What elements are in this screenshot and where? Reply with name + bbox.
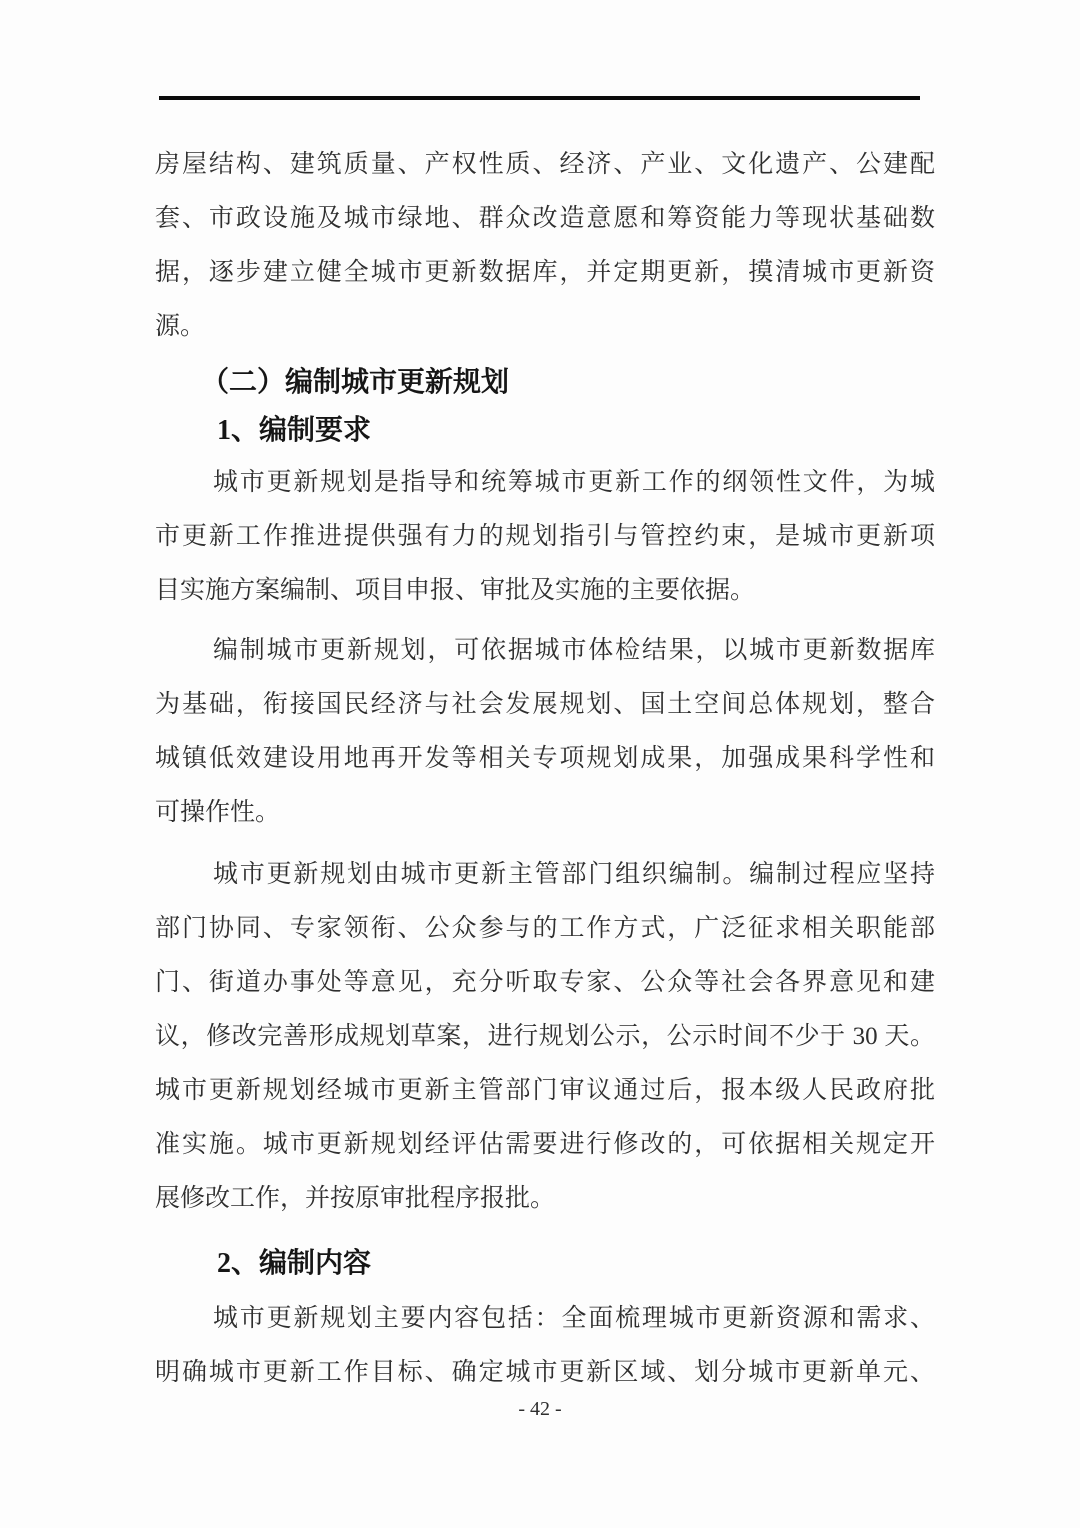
- text-line: 部门协同、专家领衔、公众参与的工作方式，广泛征求相关职能部: [155, 915, 935, 942]
- paragraph: [155, 138, 935, 354]
- text-line: 套、市政设施及城市绿地、群众改造意愿和筹资能力等现状基础数: [155, 205, 935, 232]
- subsection-heading-2: 2、编制内容: [217, 1248, 372, 1279]
- text-line: 目实施方案编制、项目申报、审批及实施的主要依据。: [155, 577, 756, 604]
- page-number: - 42 -: [518, 1398, 562, 1420]
- text-line: 准实施。城市更新规划经评估需要进行修改的，可依据相关规定开: [155, 1131, 935, 1158]
- section-heading: （二）编制城市更新规划: [201, 367, 510, 398]
- text-line: 议，修改完善形成规划草案，进行规划公示，公示时间不少于 30 天。: [155, 1023, 935, 1050]
- text-line: 编制城市更新规划，可依据城市体检结果，以城市更新数据库: [213, 637, 935, 664]
- text-line: 源。: [155, 313, 206, 340]
- text-line: 为基础，衔接国民经济与社会发展规划、国土空间总体规划，整合: [155, 691, 935, 718]
- paragraph: [155, 456, 935, 618]
- text-line: 展修改工作，并按原审批程序报批。: [155, 1185, 556, 1212]
- text-line: 城市更新规划经城市更新主管部门审议通过后，报本级人民政府批: [155, 1077, 935, 1104]
- text-line: 城镇低效建设用地再开发等相关专项规划成果，加强成果科学性和: [155, 745, 935, 772]
- paragraph: [155, 848, 935, 1226]
- text-line: 据，逐步建立健全城市更新数据库，并定期更新，摸清城市更新资: [155, 259, 935, 286]
- text-line: 城市更新规划主要内容包括：全面梳理城市更新资源和需求、: [213, 1305, 935, 1332]
- subsection-heading-1: 1、编制要求: [217, 415, 372, 446]
- text-line: 市更新工作推进提供强有力的规划指引与管控约束，是城市更新项: [155, 523, 935, 550]
- text-line: 可操作性。: [155, 799, 281, 826]
- text-line: 房屋结构、建筑质量、产权性质、经济、产业、文化遗产、公建配: [155, 151, 935, 178]
- text-line: 城市更新规划是指导和统筹城市更新工作的纲领性文件，为城: [213, 469, 935, 496]
- header-rule: [159, 96, 920, 100]
- paragraph: [155, 1292, 935, 1400]
- text-line: 明确城市更新工作目标、确定城市更新区域、划分城市更新单元、: [155, 1359, 935, 1386]
- text-line: 门、街道办事处等意见，充分听取专家、公众等社会各界意见和建: [155, 969, 935, 996]
- page-content: [155, 138, 935, 1400]
- paragraph: [155, 624, 935, 840]
- text-line: 城市更新规划由城市更新主管部门组织编制。编制过程应坚持: [213, 861, 935, 888]
